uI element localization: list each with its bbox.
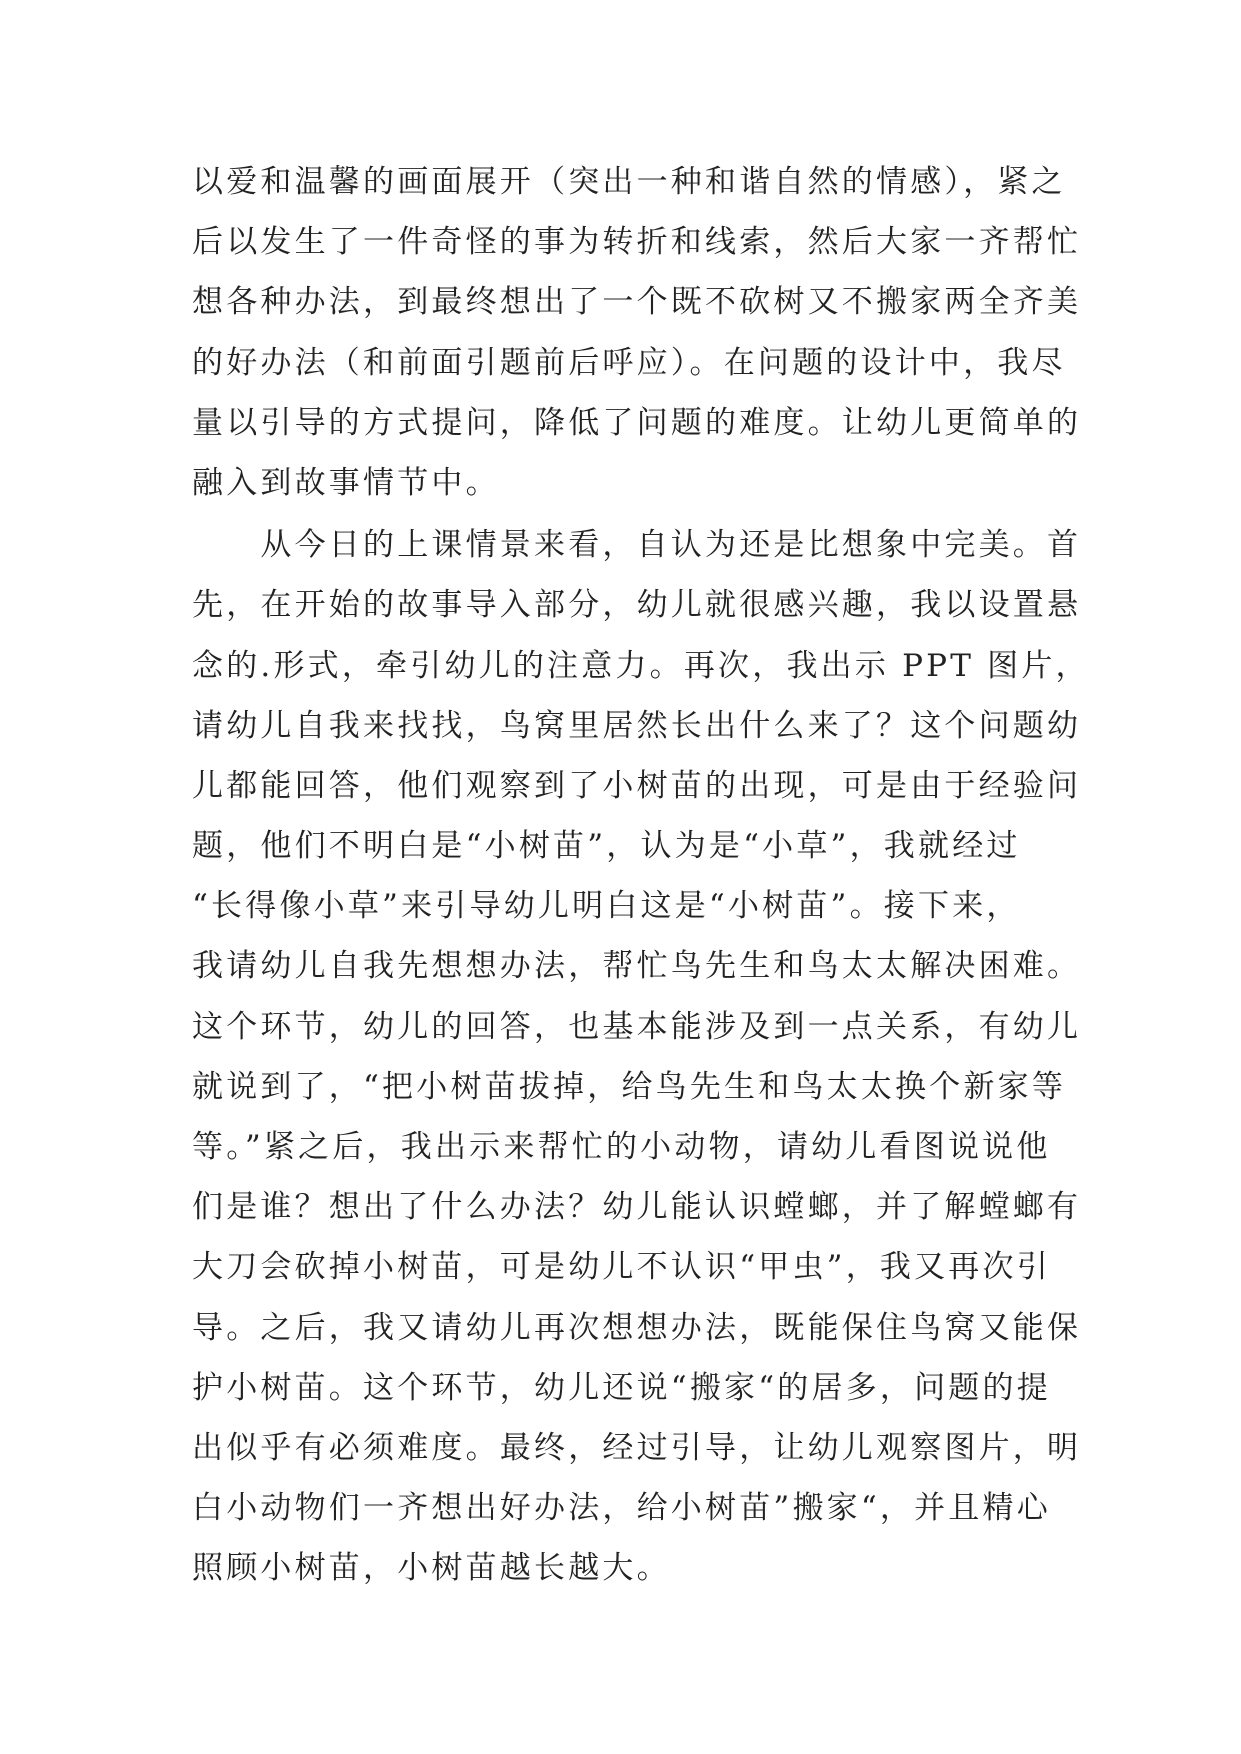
text-line: 融入到故事情节中。 — [192, 464, 500, 501]
text-line: 等。”紧之后，我出示来帮忙的小动物，请幼儿看图说说他 — [192, 1129, 1051, 1165]
text-line: 以爱和温馨的画面展开（突出一种和谐自然的情感），紧之 — [192, 164, 1066, 200]
text-line: 量以引导的方式提问，降低了问题的难度。让幼儿更简单的 — [192, 404, 1082, 441]
text-line: 照顾小树苗，小树苗越长越大。 — [192, 1550, 671, 1587]
text-line: 先，在开始的故事导入部分，幼儿就很感兴趣，我以设置悬 — [192, 587, 1082, 624]
text-line: 大刀会砍掉小树苗，可是幼儿不认识“甲虫”，我又再次引 — [192, 1249, 1051, 1286]
text-line: 这个环节，幼儿的回答，也基本能涉及到一点关系，有幼儿 — [192, 1008, 1082, 1045]
text-line: 白小动物们一齐想出好办法，给小树苗”搬家“，并且精心 — [192, 1490, 1051, 1527]
text-line: 念的.形式，牵引幼儿的注意力。再次，我出示 PPT 图片， — [192, 647, 1090, 684]
text-line: 我请幼儿自我先想想办法，帮忙鸟先生和鸟太太解决困难。 — [192, 948, 1082, 985]
text-line: 后以发生了一件奇怪的事为转折和线索，然后大家一齐帮忙 — [192, 224, 1082, 261]
text-line: 就说到了，“把小树苗拔掉，给鸟先生和鸟太太换个新家等 — [192, 1068, 1067, 1105]
paragraph-2 — [192, 523, 1090, 1606]
text-line: 题，他们不明白是“小树苗”，认为是“小草”，我就经过 — [192, 828, 1021, 865]
paragraph-1 — [192, 160, 1082, 521]
text-line: 们是谁？想出了什么办法？幼儿能认识螳螂，并了解螳螂有 — [192, 1189, 1082, 1226]
text-line: 护小树苗。这个环节，幼儿还说“搬家“的居多，问题的提 — [192, 1369, 1051, 1406]
text-line: 想各种办法，到最终想出了一个既不砍树又不搬家两全齐美 — [192, 284, 1082, 321]
text-line: 的好办法（和前面引题前后呼应）。在问题的设计中，我尽 — [192, 344, 1066, 381]
text-line: “长得像小草”来引导幼儿明白这是“小树苗”。接下来， — [192, 888, 1021, 925]
text-line: 出似乎有必须难度。最终，经过引导，让幼儿观察图片，明 — [192, 1429, 1082, 1466]
text-line: 儿都能回答，他们观察到了小树苗的出现，可是由于经验问 — [192, 767, 1082, 804]
text-line: 导。之后，我又请幼儿再次想想办法，既能保住鸟窝又能保 — [192, 1309, 1082, 1346]
text-line: 请幼儿自我来找找，鸟窝里居然长出什么来了？这个问题幼 — [192, 707, 1082, 744]
body-text — [192, 160, 1090, 1607]
text-line: 从今日的上课情景来看，自认为还是比想象中完美。首 — [192, 527, 1082, 564]
